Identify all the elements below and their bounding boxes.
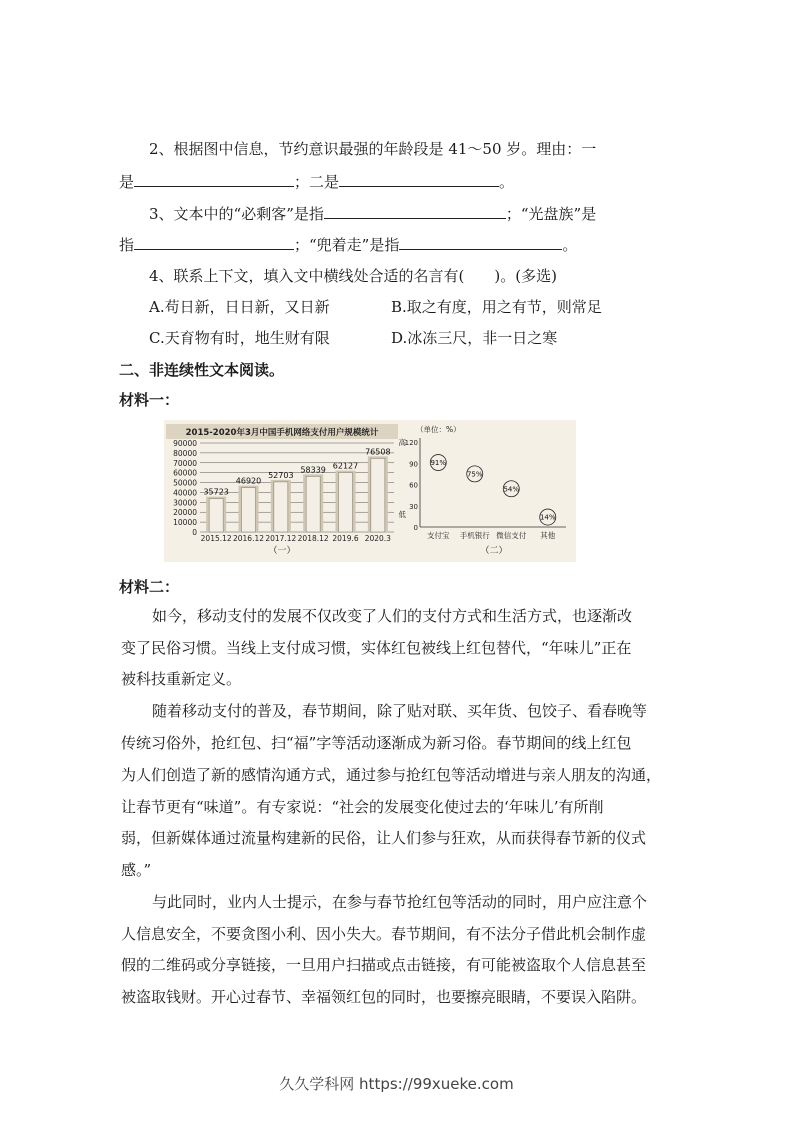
q4-text: 4、联系上下文，填入文中横线处合适的名言有( )。(多选) [149,267,557,285]
option-d[interactable]: D.冰冻三尺，非一日之寒 [391,329,558,347]
bar-value-label: 46920 [235,476,262,486]
scatter-value-label: 14% [539,513,556,522]
scatter-y-tick: 0 [413,524,418,532]
paragraph-1-line-1: 如今，移动支付的发展不仅改变了人们的支付方式和生活方式，也逐渐改 [152,607,633,625]
bar-chart-y-tick: 60000 [173,468,197,478]
section-title: 二、非连续性文本阅读。 [119,361,285,379]
q3-end: 。 [562,236,578,254]
scatter-category-label: 支付宝 [427,531,450,540]
q3-line-1 [149,203,596,224]
q2-text: 2、根据图中信息，节约意识最强的年龄段是 41～50 岁。理由：一 [149,140,597,158]
answer-blank-q3-1[interactable] [324,203,506,219]
material-2-label: 材料二： [119,578,180,596]
paragraph-3-line-4: 被盗取钱财。开心过春节、幸福领红包的同时，也要擦亮眼睛，不要误入陷阱。 [121,988,647,1006]
paragraph-2-line-1: 随着移动支付的普及，春节期间，除了贴对联、买年货、包饺子、看春晚等 [152,702,648,720]
bar-chart-y-tick: 50000 [173,478,197,488]
q3-label-4: ；“兜着走”是指 [294,236,400,254]
scatter-y-tick: 120 [404,439,418,447]
scatter-chart-caption: （二） [480,546,508,556]
paragraph-2-line-6: 感。” [121,861,152,879]
bar-value-label: 62127 [332,461,359,471]
answer-blank-q3-3[interactable] [399,234,562,250]
bar-value-label: 58339 [300,465,326,475]
bar-category-label: 2017.12 [265,534,297,543]
scatter-chart [399,424,567,556]
paragraph-2-line-4: 让春节更有“味道”。有专家说：“社会的发展变化使过去的‘年味儿’有所削 [121,798,604,816]
bar-chart-y-tick: 10000 [173,518,197,528]
bar-chart-y-tick: 20000 [173,508,197,518]
bar-value-label: 52703 [268,470,294,480]
paragraph-3-line-1: 与此同时，业内人士提示，在参与春节抢红包等活动的同时，用户应注意个 [152,893,648,911]
q2-end: 。 [499,173,515,191]
bar [371,458,385,532]
chart-svg [164,420,576,562]
q2-label-2: ；二是 [294,173,340,191]
bar-chart-y-tick: 40000 [173,488,197,498]
option-b[interactable]: B.取之有度，用之有节，则常足 [391,298,602,316]
chart-figure [164,420,576,562]
scatter-low-label: 低 [398,510,406,519]
bar [209,499,223,532]
bar [306,476,320,532]
bar-chart-y-tick: 90000 [173,439,197,448]
paragraph-2-line-5: 弱，但新媒体通过流量构建新的民俗，让人们参与狂欢，从而获得春节新的仪式 [121,829,647,847]
q2-line-2 [119,171,514,192]
scatter-value-label: 91% [430,459,447,468]
bar [339,473,353,532]
footer-watermark: 久久学科网 https://99xueke.com [279,1075,514,1093]
paragraph-3-line-3: 假的二维码或分享链接，一旦用户扫描或点击链接，有可能被盗取个人信息甚至 [121,956,647,974]
paragraph-1-line-3: 被科技重新定义。 [121,670,242,688]
scatter-unit-label: （单位：%） [416,425,461,434]
q3-label-1: 3、文本中的“必剩客”是指 [149,205,324,223]
scatter-high-label: 高 [398,438,406,447]
bar [242,488,256,532]
bar-category-label: 2020.3 [364,534,391,543]
scatter-value-label: 54% [503,485,520,494]
bar-chart-y-tick: 0 [192,528,197,537]
q3-line-2 [119,234,577,255]
option-a[interactable]: A.苟日新，日日新，又日新 [149,298,330,316]
scatter-y-tick: 60 [409,481,418,490]
material-1-label: 材料一： [119,391,180,409]
bar-category-label: 2015.12 [200,534,232,543]
scatter-value-label: 75% [466,470,483,479]
scatter-category-label: 微信支付 [496,531,527,540]
paragraph-3-line-2: 人信息安全，不要贪图小利、因小失大。春节期间，有不法分子借此机会制作虚 [121,925,647,943]
paragraph-2-line-2: 传统习俗外，抢红包、扫“福”字等活动逐渐成为新习俗。春节期间的线上红包 [121,734,632,752]
scatter-y-tick: 30 [409,502,418,511]
paragraph-1-line-2: 变了民俗习惯。当线上支付成习惯，实体红包被线上红包替代，“年味儿”正在 [121,639,632,657]
paragraph-2-line-3: 为人们创造了新的感情沟通方式，通过参与抢红包等活动增进与亲人朋友的沟通， [121,766,662,784]
bar-chart-caption: （一） [268,546,296,556]
bar-chart-y-tick: 80000 [173,448,197,458]
bar-category-label: 2016.12 [232,534,265,543]
bar-chart-y-tick: 30000 [173,498,197,508]
scatter-y-tick: 90 [409,460,418,469]
bar-chart [166,424,398,556]
answer-blank-q3-2[interactable] [134,234,294,250]
bar-chart-title: 2015-2020年3月中国手机网络支付用户规模统计 [185,428,379,438]
q3-label-3: 指 [119,236,135,254]
q2-line-1 [149,139,596,159]
q3-label-2: ；“光盘族”是 [505,205,597,223]
scatter-category-label: 其他 [540,531,556,540]
option-c[interactable]: C.天育物有时，地生财有限 [149,329,330,347]
bar-chart-y-tick: 70000 [173,458,197,468]
bar-category-label: 2018.12 [297,534,329,543]
q2-label-1: 是 [119,173,135,191]
answer-blank-q2-1[interactable] [134,171,294,187]
answer-blank-q2-2[interactable] [339,171,499,187]
bar-value-label: 76508 [365,447,391,457]
bar [274,482,288,532]
q4-line [149,266,557,286]
bar-category-label: 2019.6 [332,534,359,543]
bar-value-label: 35723 [203,487,229,497]
scatter-category-label: 手机银行 [459,531,490,540]
